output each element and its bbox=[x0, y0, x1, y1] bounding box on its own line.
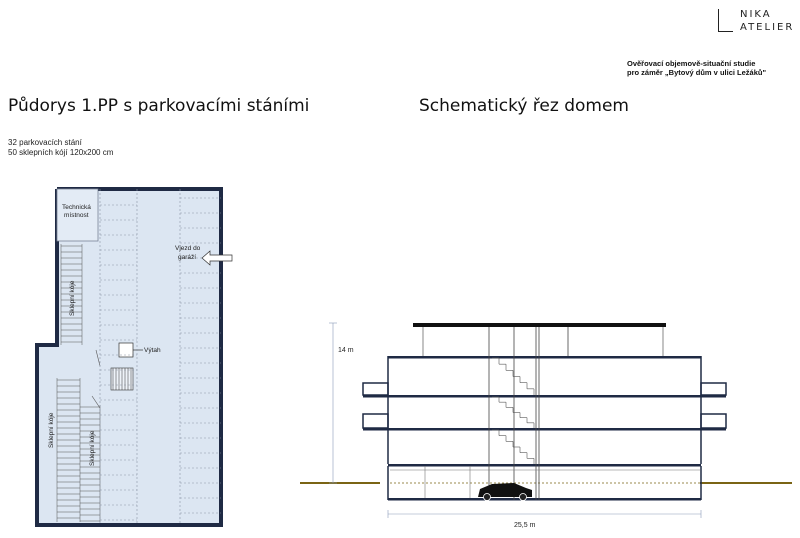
garage-level bbox=[390, 466, 700, 498]
plan-title: Půdorys 1.PP s parkovacími stáními bbox=[8, 96, 310, 116]
floor-slabs bbox=[363, 356, 726, 501]
stair-core bbox=[489, 327, 568, 500]
cellar-count: 50 sklepních kójí 120x200 cm bbox=[8, 148, 114, 157]
storage-label-lower-left: Sklepní kóje bbox=[48, 412, 55, 448]
logo-line1: NIKA bbox=[740, 9, 772, 20]
technical-room-label-2: místnost bbox=[64, 212, 89, 219]
study-title-line1: Ověřovací objemově-situační studie bbox=[627, 59, 756, 68]
height-dimension bbox=[329, 323, 337, 483]
width-dimension bbox=[388, 510, 701, 518]
entrance-label-2: garáží bbox=[178, 254, 197, 261]
elevator-label: Výtah bbox=[144, 347, 161, 354]
logo-line2: ATELIER bbox=[740, 22, 795, 33]
section-title: Schematický řez domem bbox=[419, 96, 629, 116]
technical-room-label-1: Technická bbox=[62, 204, 91, 211]
parking-count: 32 parkovacích stání bbox=[8, 138, 82, 147]
roof-slab bbox=[413, 323, 666, 327]
storage-label-lower-right: Sklepní kóje bbox=[89, 430, 96, 466]
width-label: 25,5 m bbox=[514, 522, 536, 529]
height-label: 14 m bbox=[338, 347, 354, 354]
car-icon bbox=[478, 483, 532, 501]
storage-label-upper: Sklepní kóje bbox=[69, 280, 76, 316]
study-title-line2: pro záměr „Bytový dům v ulici Ležáků" bbox=[627, 68, 767, 77]
balconies bbox=[363, 383, 726, 428]
entrance-label-1: Vjezd do bbox=[175, 245, 201, 252]
